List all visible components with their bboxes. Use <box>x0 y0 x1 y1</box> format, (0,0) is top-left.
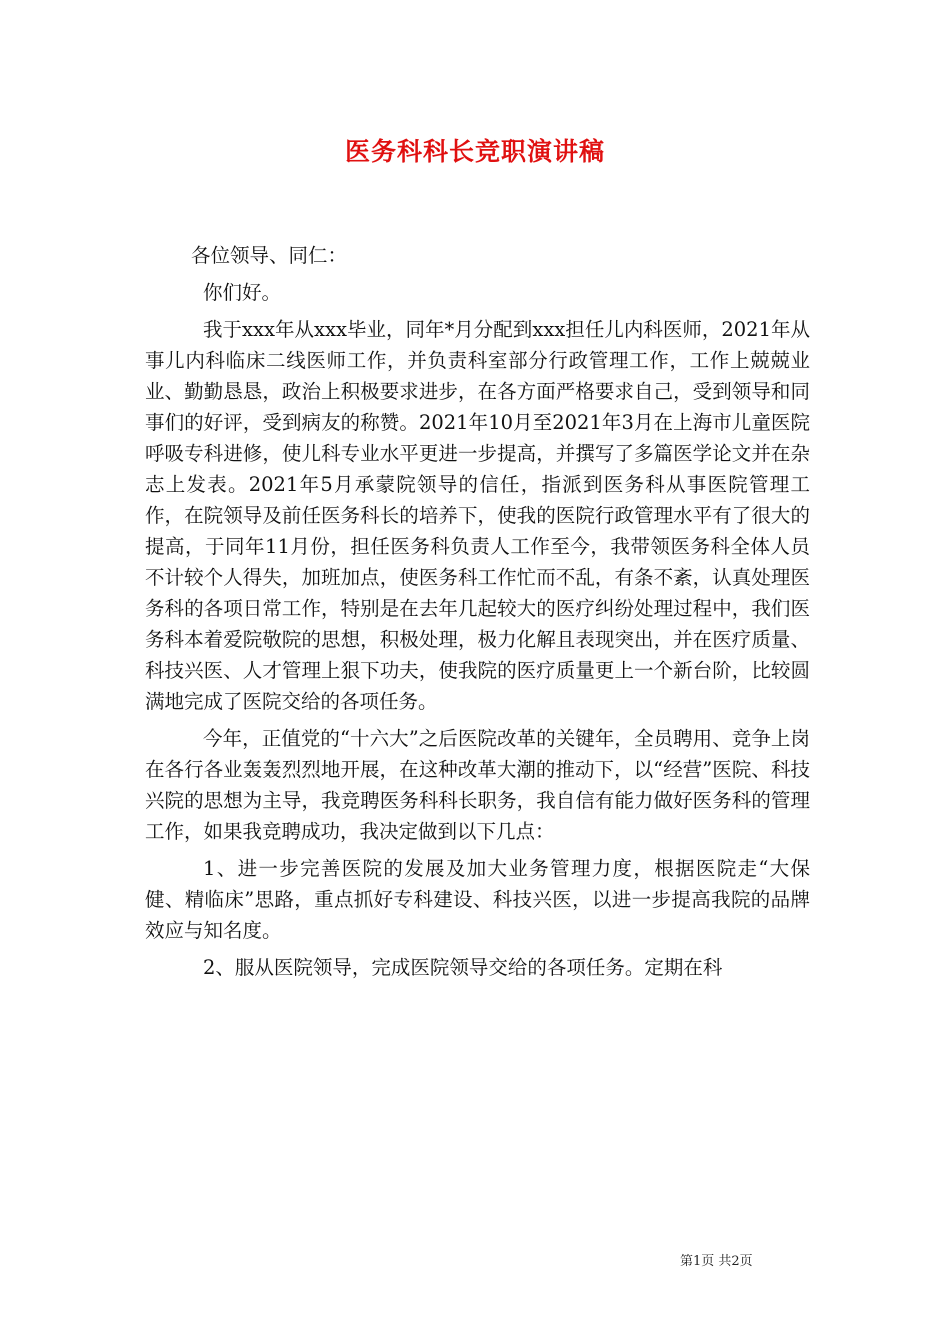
salutation: 各位领导、同仁： <box>191 244 348 267</box>
greeting-line: 你们好。 <box>203 281 282 304</box>
page-number-footer: 第1页 共2页 <box>680 1254 753 1269</box>
document-title: 医务科科长竞职演讲稿 <box>344 137 605 166</box>
paragraph-4: 2、服从医院领导，完成医院领导交给的各项任务。定期在科 <box>203 956 723 979</box>
paragraph-1: 我于xxx年从xxx毕业，同年*月分配到xxx担任儿内科医师，2021年从事儿内科临床二线医师工作，并负责科室部分行政管理工作，工作上兢兢业业、勤勤恳恳，政治上积极要求进步，在各方面严格要求自己，受到领导和同事们的好评，受到病友的称赞。2021年10月至2021年3月在上海市儿童医院呼吸专科进修，使儿科专业水平更进一步提高，并撰写了多篇医学论文并在杂志上发表。2021年5月承蒙院领导的信任，指派到医务科从事医院管理工作，在院领导及前任医务科长的培养下，使我的医院行政管理水平有了很大的提高，于同年11月份，担任医务科负责人工作至今，我带领医务科全体人员不计较个人得失，加班加点，使医务科工作忙而不乱，有条不紊，认真处理医务科的各项日常工作，特别是在去年几起较大的医疗纠纷处理过程中，我们医务科本着爱院敬院的思想，积极处理，极力化解且表现突出，并在医疗质量、科技兴医、人才管理上狠下功夫，使我院的医疗质量更上一个新台阶，比较圆满地完成了医院交给的各项任务。 <box>145 318 810 713</box>
paragraph-2: 今年，正值党的“十六大”之后医院改革的关键年，全员聘用、竞争上岗在各行各业轰轰烈烈地开展，在这种改革大潮的推动下，以“经营”医院、科技兴院的思想为主导，我竞聘医务科科长职务，我自信有能力做好医务科的管理工作，如果我竞聘成功，我决定做到以下几点： <box>145 727 810 843</box>
document-body <box>145 240 810 983</box>
paragraph-3: 1、进一步完善医院的发展及加大业务管理力度，根据医院走“大保健、精临床”思路，重点抓好专科建设、科技兴医，以进一步提高我院的品牌效应与知名度。 <box>145 857 810 942</box>
